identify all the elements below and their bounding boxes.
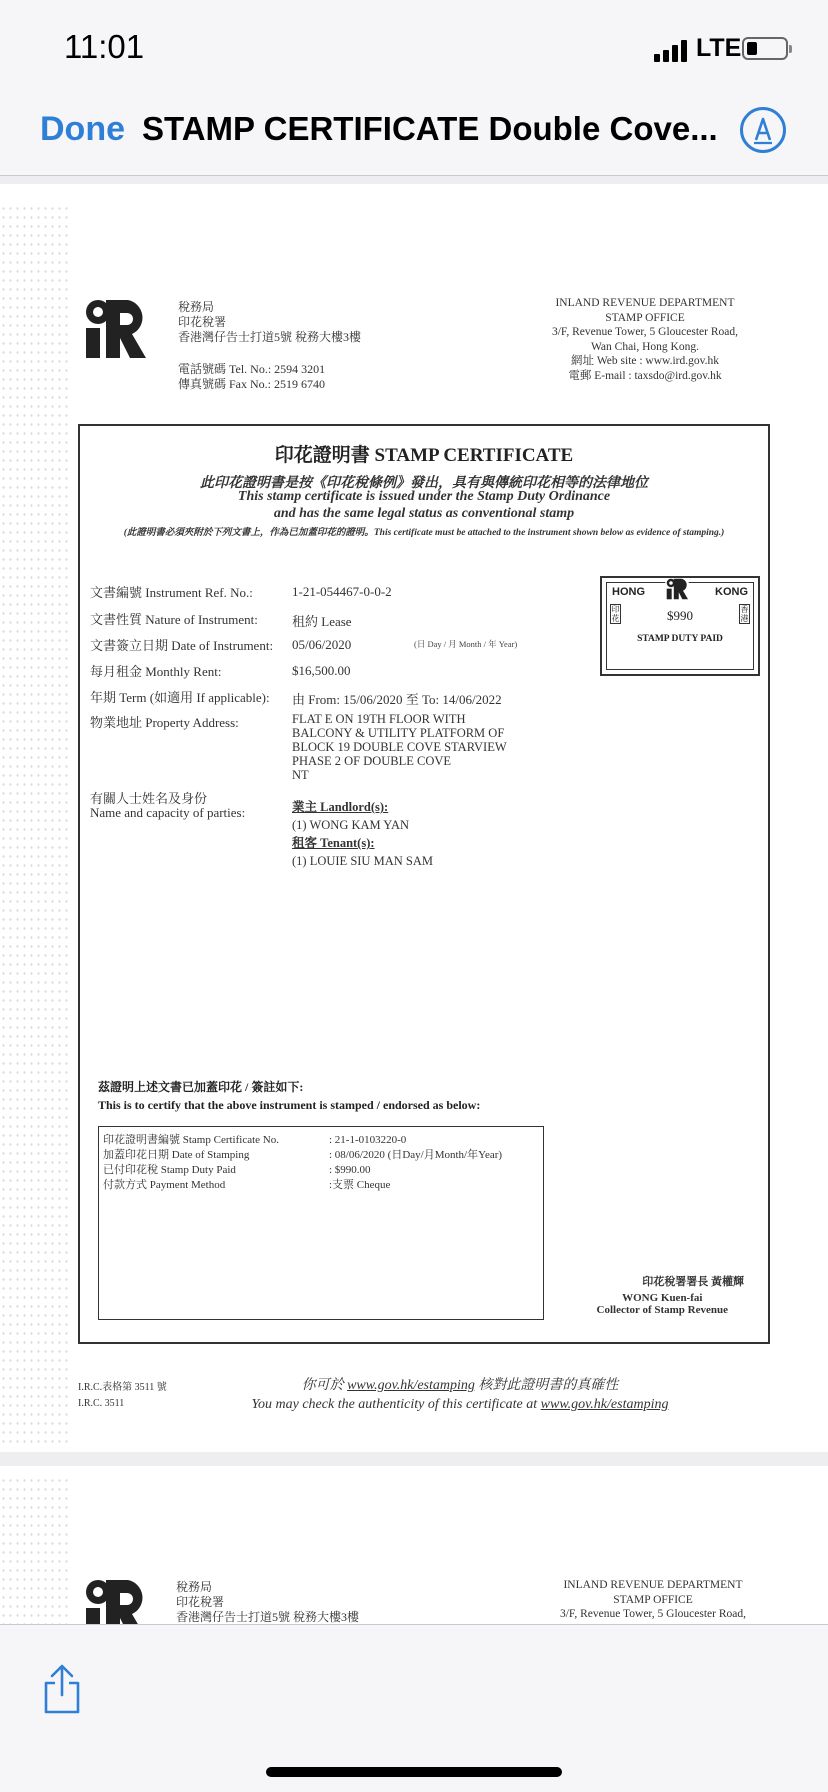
stamp-certificate-box [78, 424, 770, 1344]
dept-address-cn: 稅務局 印花稅署 香港灣仔告士打道5號 稅務大樓3樓 [176, 1580, 360, 1624]
estamping-link[interactable]: www.gov.hk/estamping [540, 1397, 669, 1412]
field-value: $16,500.00 [292, 663, 351, 678]
dept-phone: 電話號碼 Tel. No.: 2594 3201 傳真號碼 Fax No.: 2519 6740 [178, 362, 326, 391]
field-value: 1-21-054467-0-0-2 [292, 584, 392, 599]
field-value: 05/06/2020 [292, 637, 352, 652]
field-label: 文書簽立日期 Date of Instrument: [90, 638, 274, 653]
home-indicator[interactable] [266, 1767, 562, 1777]
ird-logo-icon [82, 1578, 148, 1626]
field-label: 年期 Term (如適用 If applicable): [90, 690, 270, 705]
parties-label: 有關人士姓名及身份 Name and capacity of parties: [90, 791, 246, 820]
field-label: 文書編號 Instrument Ref. No.: [90, 585, 253, 600]
scan-noise [0, 204, 70, 1444]
ird-logo-icon [82, 298, 148, 360]
done-button[interactable]: Done [40, 110, 125, 148]
ird-mini-logo-icon [664, 578, 690, 600]
status-bar [0, 0, 828, 96]
collector-signature-block: WONG Kuen-fai Collector of Stamp Revenue [596, 1292, 728, 1316]
parties-list: 業主 Landlord(s): (1) WONG KAM YAN 租客 Tenant(s): (1) LOUIE SIU MAN SAM [292, 800, 433, 868]
form-number: I.R.C.表格第 3511 號 I.R.C. 3511 [78, 1382, 167, 1409]
battery-icon [742, 37, 788, 60]
document-page-2[interactable] [0, 1466, 828, 1626]
subtitle-en-2: and has the same legal status as conventional stamp [273, 506, 575, 521]
date-format-hint: (日 Day / 月 Month / 年 Year) [414, 639, 518, 649]
status-time: 11:01 [64, 28, 145, 65]
field-value: 租約 Lease [292, 614, 352, 629]
share-icon[interactable] [40, 1663, 84, 1715]
field-value: 由 From: 15/06/2020 至 To: 14/06/2022 [292, 692, 502, 707]
certify-statement: 茲證明上述文書已加蓋印花 / 簽註如下: This is to certify that the above instrument is stamped / endorsed as below: [98, 1080, 481, 1112]
stamp-amount: $990 [667, 608, 693, 623]
estamping-link[interactable]: www.gov.hk/estamping [347, 1378, 475, 1393]
certificate-title: 印花證明書 STAMP CERTIFICATE [274, 445, 574, 466]
dept-address-cn: 稅務局 印花稅署 香港灣仔告士打道5號 稅務大樓3樓 [178, 300, 362, 344]
authenticity-note: 你可於 www.gov.hk/estamping 核對此證明書的真確性 You may check the authenticity of this certificate at www.gov.hk/estamping [251, 1378, 669, 1412]
document-page-1[interactable] [0, 184, 828, 1452]
subtitle-en-1: This stamp certificate is issued under the Stamp Duty Ordinance [237, 489, 611, 504]
stamp-paid-label: STAMP DUTY PAID [637, 634, 723, 644]
markup-pen-icon[interactable] [740, 107, 786, 153]
subtitle-cn: 此印花證明書是按《印花稅條例》發出，具有與傳統印花相等的法律地位 [200, 476, 648, 491]
document-title: STAMP CERTIFICATE Double Cove... [142, 110, 718, 147]
dept-address-en: INLAND REVENUE DEPARTMENT STAMP OFFICE 3/F, Revenue Tower, 5 Gloucester Road, [559, 1579, 747, 1620]
stamp-duty-paid-seal: HONG KONG $990 STAMP DUTY PAID 印花 香港 [600, 576, 760, 676]
collector-cn: 印花稅署署長 黃權輝 [642, 1276, 744, 1288]
field-label: 每月租金 Monthly Rent: [90, 664, 222, 679]
attachment-note: (此證明書必須夾附於下列文書上，作為已加蓋印花的證明。This certificate must be attached to the instrument shown below as evidence of stamping.) [123, 528, 725, 538]
dept-address-en: INLAND REVENUE DEPARTMENT STAMP OFFICE 3/F, Revenue Tower, 5 Gloucester Road, Wan Chai, Hong Kong. 網址 Web site : www.ird.gov.hk 電郵 E-mail : taxsdo@ird.gov.hk [551, 297, 739, 382]
property-address: FLAT E ON 19TH FLOOR WITH BALCONY & UTILITY PLATFORM OF BLOCK 19 DOUBLE COVE STARVIEW PHASE 2 OF DOUBLE COVE NT [292, 712, 507, 782]
network-label: LTE [696, 34, 742, 62]
field-label: 文書性質 Nature of Instrument: [90, 612, 258, 627]
bottom-toolbar [0, 1624, 828, 1792]
nav-bar [0, 96, 828, 176]
scan-noise [0, 1476, 70, 1626]
field-label: 物業地址 Property Address: [90, 715, 239, 730]
stamping-details-box: 印花證明書編號 Stamp Certificate No. 加蓋印花日期 Date of Stamping 已付印花稅 Stamp Duty Paid 付款方式 Payment Method : 21-1-0103220-0 : 08/06/2020 (日Day/月Month/年Year) : $990.00 :支票 Cheque [98, 1126, 544, 1320]
signal-icon [654, 38, 690, 62]
